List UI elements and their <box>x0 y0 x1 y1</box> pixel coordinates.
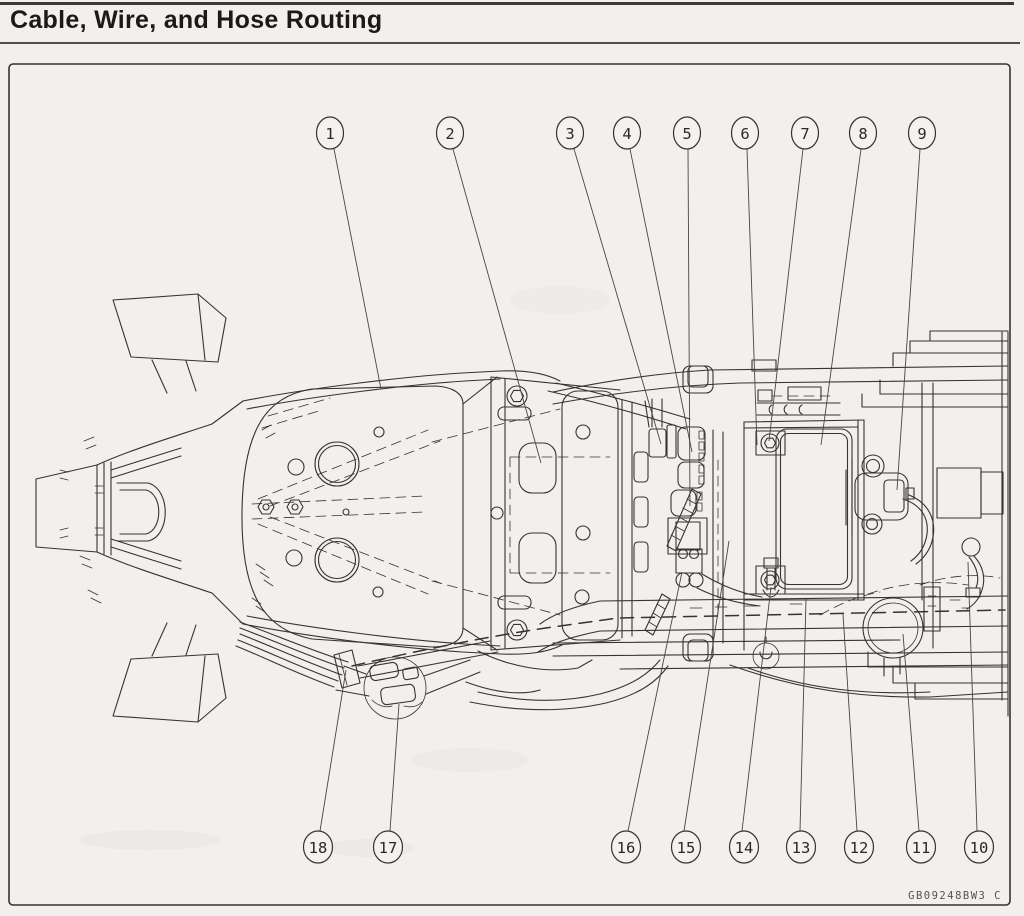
leader-lines <box>320 149 977 831</box>
callout-8 <box>850 117 877 149</box>
svg-text:10: 10 <box>969 839 989 857</box>
figure-border <box>9 64 1010 905</box>
svg-text:7: 7 <box>800 125 810 143</box>
drawing-code: GB09248BW3 C <box>908 890 1002 902</box>
callout-11 <box>907 831 936 863</box>
spark-plug-lead <box>903 499 927 561</box>
callout-4 <box>614 117 641 149</box>
frame-crossmember <box>937 468 981 518</box>
connector-b <box>380 684 416 706</box>
svg-text:5: 5 <box>682 125 692 143</box>
battery-assembly <box>713 387 864 650</box>
panel-bolts <box>258 500 303 514</box>
svg-text:4: 4 <box>622 125 632 143</box>
callout-17 <box>374 831 403 863</box>
callout-12 <box>845 831 874 863</box>
u-clip <box>753 643 779 669</box>
relay-c <box>671 490 696 516</box>
cable-clamp <box>334 650 360 688</box>
svg-text:17: 17 <box>378 839 398 857</box>
ignition-coil <box>846 455 934 564</box>
relay-a <box>678 427 705 460</box>
svg-text:11: 11 <box>911 839 931 857</box>
svg-text:1: 1 <box>325 125 335 143</box>
svg-text:2: 2 <box>445 125 455 143</box>
callout-13 <box>787 831 816 863</box>
tail-tip <box>36 465 97 552</box>
svg-text:16: 16 <box>616 839 636 857</box>
ball-lever <box>962 538 980 556</box>
callout-16 <box>612 831 641 863</box>
callout-18 <box>304 831 333 863</box>
callout-10 <box>965 831 994 863</box>
callout-2 <box>437 117 464 149</box>
svg-text:18: 18 <box>308 839 328 857</box>
callout-1 <box>317 117 344 149</box>
svg-text:6: 6 <box>740 125 750 143</box>
page-title: Cable, Wire, and Hose Routing <box>10 6 383 34</box>
callouts-top <box>317 117 936 149</box>
callout-5 <box>674 117 701 149</box>
svg-text:12: 12 <box>849 839 869 857</box>
callout-3 <box>557 117 584 149</box>
tail-duct <box>117 483 165 541</box>
left-top-block <box>113 294 226 362</box>
svg-text:9: 9 <box>917 125 927 143</box>
seat-panel <box>242 386 463 647</box>
main-harness-dashline <box>352 610 1005 666</box>
callout-15 <box>672 831 701 863</box>
svg-text:13: 13 <box>791 839 811 857</box>
callout-9 <box>909 117 936 149</box>
svg-text:3: 3 <box>565 125 575 143</box>
bracket-cutout-lower <box>519 533 556 583</box>
svg-text:15: 15 <box>676 839 696 857</box>
callout-7 <box>792 117 819 149</box>
left-bottom-block <box>113 654 226 722</box>
svg-text:14: 14 <box>734 839 754 857</box>
body-panel <box>242 371 562 654</box>
callout-6 <box>732 117 759 149</box>
bracket-plate <box>562 391 618 640</box>
harness-connector <box>924 587 940 631</box>
tail-section <box>36 294 243 722</box>
svg-text:8: 8 <box>858 125 868 143</box>
ball-connector-left <box>676 573 690 587</box>
battery <box>776 429 852 589</box>
front-cables <box>236 622 498 719</box>
callout-14 <box>730 831 759 863</box>
ball-connector-right <box>689 573 703 587</box>
